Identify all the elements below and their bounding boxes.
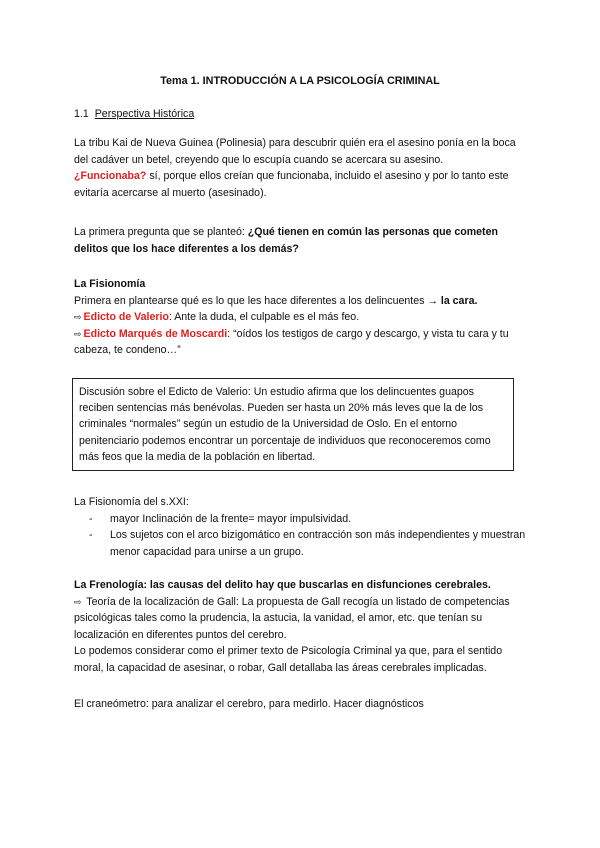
edict-text: : “oídos los testigos de cargo y descargo, y vista tu cara y tu cabeza, te condeno…” xyxy=(74,327,509,356)
frenologia-section xyxy=(74,577,534,676)
paragraph-line: evitaría acercarse al muerto (asesinado). xyxy=(74,186,267,199)
bold-question: ¿Qué tienen en común las personas que cometen delitos que los hace diferentes a los demás? xyxy=(74,226,498,255)
edict-line xyxy=(74,326,534,359)
paragraph-text: Primera en plantearse qué es lo que les hace diferentes a los delincuentes → xyxy=(74,294,441,307)
paragraph-text: sí, porque ellos creían que funcionaba, incluido el asesino y por lo tanto este xyxy=(146,170,509,182)
section-subheading: La Fisionomía del s.XXI: xyxy=(74,496,189,508)
paragraph-line: Lo podemos considerar como el primer texto de Psicología Criminal ya que, para el sentido moral, la capacidad de asesinar, o robar, Gall detallaba las áreas cerebrales implicadas. xyxy=(74,645,503,674)
list-item xyxy=(74,511,534,528)
section-number: 1.1 xyxy=(74,108,89,120)
edict-name: Edicto Marqués de Moscardi xyxy=(83,327,228,340)
paragraph-line xyxy=(74,594,534,644)
arrow-icon: ⇨ xyxy=(74,596,82,607)
discussion-text: Discusión sobre el Edicto de Valerio: Un estudio afirma que los delincuentes guapos reciben sentencias más benévolas. Pueden ser hasta un 20% más leves que la de los criminales “normales” según un estudio de la Universidad de Oslo. En el entorno penitenciario podemos encontrar un porcentaje de individuos que reconoceremos como más feos que la media de la población en libertad. xyxy=(79,386,491,463)
section-heading xyxy=(74,108,194,120)
discussion-box xyxy=(72,378,514,471)
edict-name: Edicto de Valerio xyxy=(83,311,169,323)
list-item-text: mayor Inclinación de la frente= mayor impulsividad. xyxy=(110,512,352,525)
arrow-icon: ⇨ xyxy=(74,312,82,322)
dash-marker: - xyxy=(89,529,93,541)
highlight-question: ¿Funcionaba? xyxy=(74,170,147,182)
paragraph-kai-tribe xyxy=(74,135,534,201)
bold-text: la cara. xyxy=(440,294,478,307)
fisionomia-section xyxy=(74,276,534,359)
paragraph-line xyxy=(74,293,534,310)
fisionomia-sxxi-section xyxy=(74,494,534,560)
arrow-icon: ⇨ xyxy=(74,328,82,339)
list-item-text: Los sujetos con el arco bizigomático en contracción son más independientes y muestran menor capacidad para unirse a un grupo. xyxy=(110,529,526,558)
section-title: Perspectiva Histórica xyxy=(94,108,195,120)
page-title: Tema 1. INTRODUCCIÓN A LA PSICOLOGÍA CRIMINAL xyxy=(160,75,440,87)
edict-text: : Ante la duda, el culpable es el más feo. xyxy=(168,311,360,323)
paragraph-text: La primera pregunta que se planteó: xyxy=(74,226,248,238)
dash-list xyxy=(74,511,534,561)
edict-line xyxy=(74,309,534,326)
frenologia-heading: La Frenología: las causas del delito hay que buscarlas en disfunciones cerebrales. xyxy=(74,579,491,591)
list-item xyxy=(74,527,534,560)
paragraph-line xyxy=(74,168,534,185)
fisionomia-heading: La Fisionomía xyxy=(74,278,146,290)
craneometro-paragraph: El craneómetro: para analizar el cerebro, para medirlo. Hacer diagnósticos xyxy=(74,698,424,710)
paragraph-line: del cadáver un betel, creyendo que lo escupía cuando se acercara su asesino. xyxy=(74,153,444,166)
dash-marker: - xyxy=(89,512,93,525)
paragraph-text: Teoría de la localización de Gall: La propuesta de Gall recogía un listado de competencias psicológicas tales como la prudencia, la astucia, la vanidad, el amor, etc. que tenían su localización en diferentes puntos del cerebro. xyxy=(74,595,510,641)
paragraph-first-question xyxy=(74,224,534,257)
paragraph-line: La tribu Kai de Nueva Guinea (Polinesia) para descubrir quién era el asesino ponía en la boca xyxy=(74,137,516,149)
